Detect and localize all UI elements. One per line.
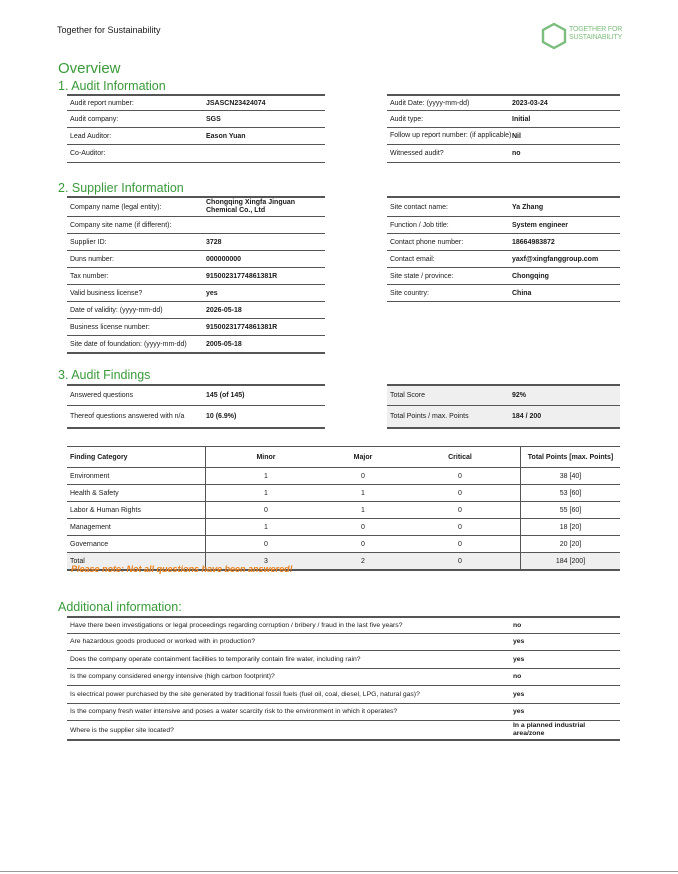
hexagon-logo-icon: [541, 22, 629, 52]
table-cell: 38 [40]: [521, 468, 621, 485]
kv-label: Site contact name:: [390, 203, 448, 211]
kv-label: Function / Job title:: [390, 221, 449, 229]
kv-value: 10 (6.9%): [206, 413, 237, 420]
audit-findings-title: 3. Audit Findings: [58, 368, 151, 382]
kv-value: yaxf@xingfanggroup.com: [512, 255, 599, 263]
audit-info-right: [387, 94, 620, 163]
question-text: Where is the supplier site located?: [70, 726, 174, 734]
kv-value: SGS: [206, 115, 221, 123]
findings-summary-left: [67, 384, 325, 429]
table-cell: 0: [206, 536, 327, 553]
kv-value: Eason Yuan: [206, 132, 246, 140]
question-text: Are hazardous goods produced or worked with in production?: [70, 638, 256, 646]
kv-value: 145 (of 145): [206, 392, 245, 399]
kv-row: [387, 196, 620, 217]
kv-label: Co-Auditor:: [70, 150, 106, 157]
kv-row: [387, 406, 620, 429]
kv-row: [387, 234, 620, 251]
table-cell: 0: [326, 519, 400, 536]
table-cell: 20 [20]: [521, 536, 621, 553]
kv-value: 91500231774861381R: [206, 323, 278, 331]
findings-summary-right: [387, 384, 620, 429]
kv-row: [387, 94, 620, 111]
table-row: [67, 519, 620, 536]
kv-row: [67, 384, 325, 406]
table-cell: 0: [400, 519, 521, 536]
question-text: Does the company operate containment facilities to temporarily contain fire water, including rain?: [70, 655, 361, 663]
table-row: [67, 468, 620, 485]
overview-title: Overview: [58, 60, 121, 77]
kv-row: [67, 111, 325, 128]
kv-row: [67, 302, 325, 319]
list-item: [67, 669, 620, 687]
list-item: [67, 616, 620, 634]
table-cell: Management: [67, 519, 206, 536]
table-header-row: [67, 447, 620, 468]
logo-text: TOGETHER FOR SUSTAINABILITY: [569, 26, 623, 41]
kv-label: Total Points / max. Points: [390, 413, 469, 420]
kv-value: 000000000: [206, 255, 242, 263]
kv-row: [387, 111, 620, 128]
column-header: Total Points [max. Points]: [521, 447, 621, 468]
table-cell: Governance: [67, 536, 206, 553]
kv-label: Site country:: [390, 289, 429, 297]
kv-value: 3728: [206, 238, 222, 246]
table-cell: 3: [206, 553, 327, 571]
kv-row: [67, 128, 325, 145]
supplier-info-title: 2. Supplier Information: [58, 181, 184, 195]
total-points-value: 184 / 200: [512, 413, 542, 420]
kv-value: 2023-03-24: [512, 99, 548, 107]
kv-value: Ya Zhang: [512, 203, 544, 211]
table-cell: 0: [400, 468, 521, 485]
kv-label: Audit company:: [70, 115, 119, 123]
kv-row: [67, 234, 325, 251]
table-cell: 1: [206, 468, 327, 485]
kv-label: Contact email:: [390, 255, 435, 263]
kv-label: Lead Auditor:: [70, 132, 112, 140]
table-row: [67, 485, 620, 502]
kv-value: Chongqing Xingfa Jinguan Chemical Co., Ltd: [206, 199, 296, 214]
table-cell: 0: [326, 536, 400, 553]
supplier-info-left: [67, 196, 325, 354]
kv-value: China: [512, 289, 532, 297]
kv-row: [67, 336, 325, 354]
list-item: [67, 686, 620, 704]
kv-row: [67, 319, 325, 336]
kv-value: 2005-05-18: [206, 340, 242, 348]
kv-row: [67, 196, 325, 217]
kv-row: [387, 128, 620, 145]
audit-info-left: [67, 94, 325, 163]
kv-label: Company site name (if different):: [70, 221, 172, 229]
answer-text: no: [513, 673, 522, 681]
kv-row: [67, 406, 325, 429]
column-header: Critical: [400, 447, 521, 468]
kv-row: [387, 251, 620, 268]
kv-row: [387, 145, 620, 163]
answer-text: no: [513, 621, 522, 629]
kv-label: Follow up report number: (if applicable): [390, 132, 512, 139]
kv-label: Site state / province:: [390, 272, 454, 280]
table-cell: 0: [206, 502, 327, 519]
kv-row: [67, 251, 325, 268]
kv-row: [67, 94, 325, 111]
answer-text: yes: [513, 690, 525, 698]
kv-label: Tax number:: [70, 272, 109, 280]
kv-label: Answered questions: [70, 392, 134, 399]
kv-row: [387, 285, 620, 302]
warning-note: Please note: Not all questions have been answered!: [71, 564, 293, 574]
kv-row: [67, 145, 325, 163]
table-cell: 0: [326, 468, 400, 485]
list-item: [67, 721, 620, 741]
answer-text: yes: [513, 708, 525, 716]
list-item: [67, 704, 620, 722]
list-item: [67, 634, 620, 652]
kv-label: Witnessed audit?: [390, 150, 444, 157]
kv-label: Valid business license?: [70, 289, 143, 297]
header-title: Together for Sustainability: [57, 25, 161, 35]
table-cell: 0: [400, 536, 521, 553]
total-score-value: 92%: [512, 392, 527, 399]
table-cell: 1: [326, 502, 400, 519]
kv-row: [67, 268, 325, 285]
kv-label: Audit Date: (yyyy-mm-dd): [390, 99, 470, 107]
kv-row: [387, 384, 620, 406]
table-cell: 18 [20]: [521, 519, 621, 536]
table-cell: 55 [60]: [521, 502, 621, 519]
kv-label: Audit report number:: [70, 99, 134, 107]
audit-info-title: 1. Audit Information: [58, 79, 166, 93]
column-header: Major: [326, 447, 400, 468]
kv-label: Site date of foundation: (yyyy-mm-dd): [70, 340, 187, 348]
table-cell: 184 [200]: [521, 553, 621, 571]
kv-row: [387, 217, 620, 234]
additional-list: [67, 616, 620, 741]
kv-label: Supplier ID:: [70, 238, 107, 246]
supplier-info-right: [387, 196, 620, 302]
kv-label: Audit type:: [390, 115, 424, 123]
table-cell: 1: [326, 485, 400, 502]
table-cell: 2: [326, 553, 400, 571]
kv-row: [67, 217, 325, 234]
table-cell: 0: [400, 502, 521, 519]
question-text: Is the company fresh water intensive and poses a water scarcity risk to the environment in which it operates?: [70, 708, 398, 716]
kv-label: Total Score: [390, 392, 426, 399]
column-header: Finding Category: [67, 447, 206, 468]
kv-value: 2026-05-18: [206, 306, 242, 314]
kv-value: JSASCN23424074: [206, 99, 266, 107]
question-text: Have there been investigations or legal proceedings regarding corruption / bribery / fraud in the last five years?: [70, 621, 403, 629]
kv-value: Initial: [512, 115, 531, 123]
kv-label: Contact phone number:: [390, 238, 464, 246]
table-cell: Labor & Human Rights: [67, 502, 206, 519]
table-cell: Total: [67, 553, 206, 571]
kv-value: 91500231774861381R: [206, 272, 278, 280]
answer-text: yes: [513, 638, 525, 646]
table-cell: 1: [206, 485, 327, 502]
kv-value: Nil: [512, 132, 521, 140]
kv-value: 18664983872: [512, 238, 555, 246]
question-text: Is electrical power purchased by the site generated by traditional fossil fuels (fuel oil, coal, diesel, LPG, natural gas)?: [70, 690, 420, 698]
table-cell: 1: [206, 519, 327, 536]
answer-text: In a planned industrial area/zone: [513, 722, 586, 737]
kv-label: Business license number:: [70, 323, 150, 331]
kv-label: Thereof questions answered with n/a: [70, 413, 185, 420]
kv-label: Company name (legal entity):: [70, 203, 162, 211]
kv-row: [387, 268, 620, 285]
column-header: Minor: [206, 447, 327, 468]
kv-label: Date of validity: (yyyy-mm-dd): [70, 306, 163, 314]
table-cell: Health & Safety: [67, 485, 206, 502]
table-row: [67, 502, 620, 519]
answer-text: yes: [513, 655, 525, 663]
kv-value: System engineer: [512, 221, 569, 229]
question-text: Is the company considered energy intensive (high carbon footprint)?: [70, 673, 275, 681]
table-cell: 0: [400, 553, 521, 571]
table-row: [67, 536, 620, 553]
footer-divider: [0, 871, 678, 872]
table-cell: Environment: [67, 468, 206, 485]
kv-row: [67, 285, 325, 302]
kv-value: yes: [206, 289, 218, 297]
kv-value: no: [512, 150, 521, 157]
kv-value: Chongqing: [512, 272, 549, 280]
list-item: [67, 651, 620, 669]
kv-label: Duns number:: [70, 255, 114, 263]
table-cell: 53 [60]: [521, 485, 621, 502]
hexagon-icon: [541, 22, 567, 50]
additional-title: Additional information:: [58, 600, 182, 614]
findings-table: [67, 446, 620, 571]
table-cell: 0: [400, 485, 521, 502]
